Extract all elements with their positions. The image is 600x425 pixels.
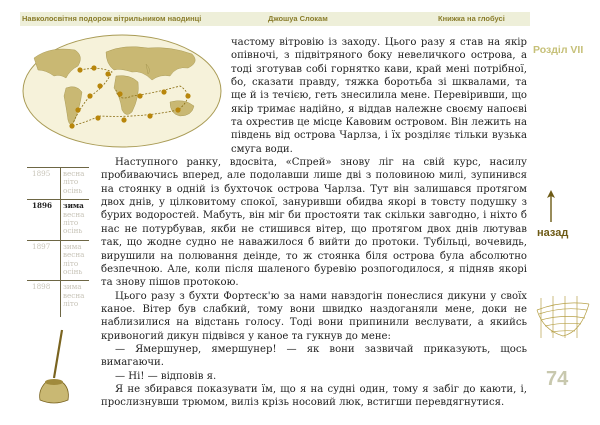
- series-title: Книжка на глобусі: [438, 14, 505, 23]
- paragraph: Наступного ранку, вдосвіта, «Спрей» знову ліг на свій курс, насилу пробиваючись вперед, але подолавши лише дві з половиною милі, зупинився на стоянку в одній із бухточок острова Чарлза. Тут він залишався протягом двох днів, у цілковитому спокої, зануривши обидва якорі в товсту подушку з бурих водоростей. Мабуть, він міг би простояти так скільки завгодно, і ніхто б нас не потурбував, якби не стишився вітер, що протягом двох днів лютував так, що жодне судно не наважилося б вийти до протоки. Тубільці, вочевидь, вирушили на полювання деінде, то ж стоянка біля острова була абсолютно безпечною. Але, коли після шаленого буревію розпогодилося, я підняв якорі та знову пішов протокою.: [101, 157, 527, 289]
- season-label: весна: [63, 290, 85, 300]
- year-label: 1897: [32, 241, 51, 251]
- season-label: літо: [63, 218, 79, 228]
- year-label: 1896: [32, 201, 53, 211]
- year-label: 1898: [32, 282, 51, 292]
- back-link[interactable]: назад: [537, 227, 569, 239]
- author-name: Джошуа Слокам: [268, 14, 328, 23]
- year-1897[interactable]: [27, 240, 89, 281]
- season-label: зима: [63, 241, 82, 251]
- season-label-active: зима: [63, 201, 84, 211]
- season-label: осінь: [63, 185, 83, 195]
- season-label: осінь: [63, 267, 83, 277]
- year-label: 1895: [32, 169, 51, 178]
- chapter-text: [101, 36, 527, 410]
- ink-brush-icon: [32, 328, 82, 408]
- chapter-label: Розділ VII: [533, 44, 584, 56]
- book-title: Навколосвітня подорож вітрильником наодинці: [22, 14, 202, 23]
- page-header: [20, 12, 530, 26]
- timeline: [27, 167, 89, 313]
- year-1895[interactable]: [27, 167, 89, 199]
- paragraph: частому вітровію із заходу. Цього разу я став на якір опівночі, з підвітряного боку невеличкого острова, а тоді зготував собі горнятко кави, край мені потрібної, бо, сказати правду, тяжка боротьба зі шквалами, та ще й із течією, геть знесилила мене. Перевіривши, що якір тримає надійно, я віддав належне своєму напоєві та охрестив це місце Кавовим островом. Він лежить на південь від острова Чарлза, і їх розділяє тільки вузька смуга води.: [231, 37, 527, 155]
- year-1898[interactable]: [27, 280, 89, 312]
- season-label: осінь: [63, 226, 83, 236]
- page-number: 74: [546, 368, 569, 390]
- season-label: весна: [63, 169, 85, 178]
- paragraph: — Ямершунер, ямершунер! — як вони зазвичай приказують, щось вимагаючи.: [101, 343, 527, 369]
- season-label: літо: [63, 177, 79, 187]
- paragraph: — Ні! — відповів я.: [115, 370, 217, 382]
- season-label: весна: [63, 209, 85, 219]
- paragraph: Цього разу з бухти Фортеск'ю за нами навздогін понеслися дикуни у своїх каное. Вітер був слабкий, тому вони швидко наздоганяли мене, доки не наблизилися на відстань голосу. Тоді вони припинили веслувати, а якийсь кривоногий дикун підвівся у каное та гукнув до мене:: [101, 290, 527, 342]
- season-label: літо: [63, 299, 79, 309]
- season-label: зима: [63, 282, 82, 292]
- ship-hull-icon: [535, 290, 591, 342]
- paragraph: Я не збирався показувати їм, що я на судні один, тому я забіг до каюти, і, прослизнувши трюмом, виліз крізь носовий люк, встигши перевдягнутися.: [101, 383, 527, 409]
- up-arrow-icon[interactable]: [546, 190, 556, 222]
- season-label: літо: [63, 258, 79, 268]
- season-label: весна: [63, 250, 85, 260]
- year-1896[interactable]: [27, 199, 89, 240]
